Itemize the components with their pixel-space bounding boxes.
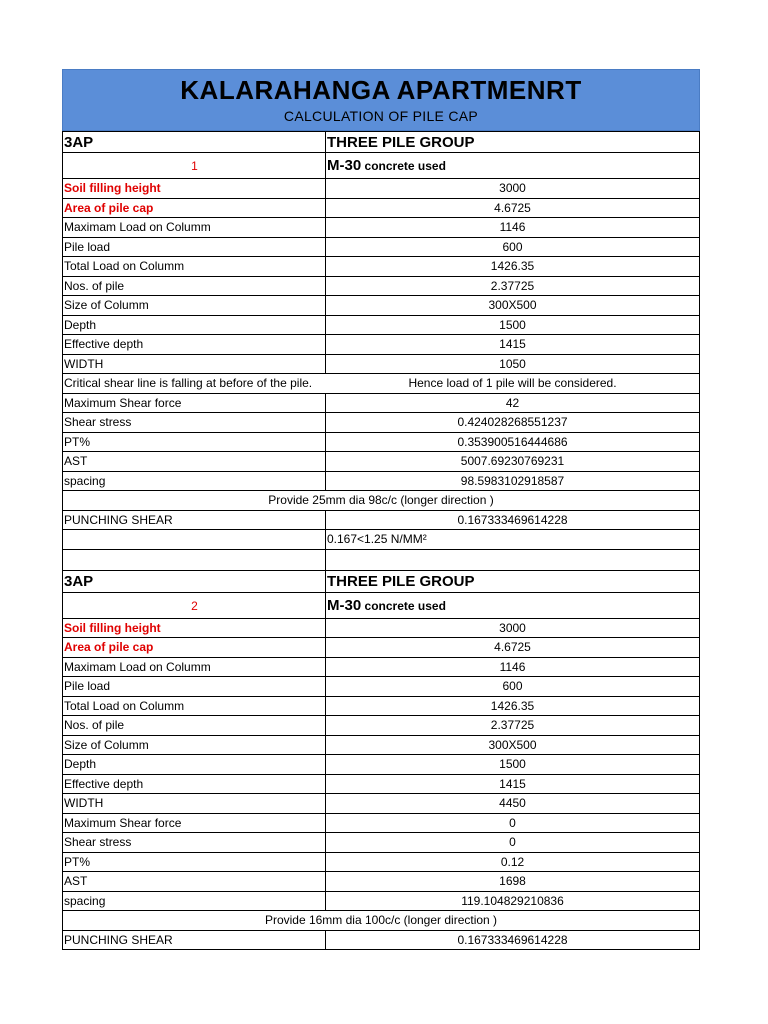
section2-concrete-grade: M-30 [327, 596, 362, 614]
row-value: 3000 [499, 620, 526, 635]
row-value: 119.104829210836 [461, 893, 564, 908]
row-value: 5007.69230769231 [460, 454, 565, 468]
title-banner [62, 69, 700, 131]
table-row [62, 736, 700, 756]
table-row [62, 218, 700, 238]
row-value: 4.6725 [494, 200, 531, 215]
critical-shear-label: Critical shear line is falling at before of the pile. [64, 376, 313, 390]
row-label: Pile load [63, 677, 326, 696]
critical-shear-note: Hence load of 1 pile will be considered. [408, 376, 617, 390]
row-value: 1426.35 [490, 698, 535, 713]
section2-punching-label: PUNCHING SHEAR [63, 931, 326, 950]
row-value: 1050 [499, 356, 526, 371]
row-value: 2.37725 [490, 278, 535, 293]
row-label: WIDTH [63, 355, 326, 374]
row-label: Depth [63, 755, 326, 774]
row-label: Total Load on Columm [63, 697, 326, 716]
section2-code: 3AP [63, 571, 326, 592]
row-label: Total Load on Columm [63, 257, 326, 276]
section1-punching-label: PUNCHING SHEAR [63, 511, 326, 530]
section1-check-empty [63, 530, 326, 549]
row-label: Effective depth [63, 335, 326, 354]
row-value: 1698 [499, 874, 526, 888]
row-value: 1415 [499, 337, 526, 351]
table-row [62, 833, 700, 853]
row-label: Soil filling height [63, 179, 326, 198]
table-row [62, 619, 700, 639]
row-value: 1500 [499, 757, 526, 771]
row-label: Pile load [63, 238, 326, 257]
row-label: Size of Columm [63, 736, 326, 755]
row-value: 4450 [499, 796, 526, 810]
section1-check-row [62, 530, 700, 550]
table-row [62, 316, 700, 336]
table-row [62, 238, 700, 258]
section2-group: THREE PILE GROUP [327, 572, 475, 590]
table-row [62, 638, 700, 658]
section1-code: 3AP [63, 132, 326, 152]
row-label: Effective depth [63, 775, 326, 794]
row-label: AST [63, 452, 326, 471]
row-label: PT% [63, 433, 326, 452]
section2-concrete [326, 593, 699, 618]
section1-number: 1 [63, 153, 326, 178]
row-label: spacing [63, 892, 326, 911]
table-row [62, 452, 700, 472]
row-value: 1426.35 [490, 259, 535, 273]
section2-number-row [62, 593, 700, 619]
spreadsheet [62, 69, 700, 950]
section1-rows [62, 179, 700, 374]
row-label: PT% [63, 853, 326, 872]
row-value: 4.6725 [494, 640, 531, 654]
row-label: Maximam Load on Columm [63, 218, 326, 237]
table-row [62, 433, 700, 453]
table-row [62, 257, 700, 277]
table-row [62, 697, 700, 717]
row-label: Size of Columm [63, 296, 326, 315]
section2-concrete-note: concrete used [364, 598, 446, 613]
section2-provide-row [62, 911, 700, 931]
table-row [62, 277, 700, 297]
table-row [62, 892, 700, 912]
section1-punching-value: 0.167333469614228 [457, 512, 568, 527]
section2-provide-text: Provide 16mm dia 100c/c (longer direction ) [264, 913, 498, 927]
section1-critical-row [62, 374, 700, 394]
row-label: Shear stress [63, 413, 326, 432]
table-row [62, 853, 700, 873]
section1-concrete-note: concrete used [364, 159, 446, 173]
row-value: 0 [509, 815, 516, 830]
table-row [62, 413, 700, 433]
row-label: AST [63, 872, 326, 891]
section1-check-text: 0.167<1.25 N/MM² [327, 532, 427, 546]
row-value: 98.5983102918587 [460, 473, 565, 488]
row-value: 600 [502, 239, 523, 254]
section1-number-row [62, 153, 700, 179]
table-row [62, 335, 700, 355]
table-row [62, 794, 700, 814]
table-row [62, 394, 700, 414]
row-value: 600 [502, 679, 523, 693]
table-row [62, 775, 700, 795]
table-row [62, 755, 700, 775]
table-row [62, 179, 700, 199]
row-value: 1146 [499, 659, 526, 674]
row-value: 0.12 [500, 854, 525, 869]
row-value: 300X500 [488, 737, 537, 752]
row-value: 42 [505, 395, 520, 410]
table-row [62, 677, 700, 697]
section2-header-row [62, 571, 700, 593]
section2-punching-value: 0.167333469614228 [457, 932, 568, 947]
row-value: 0 [509, 835, 516, 849]
section1-header-row [62, 131, 700, 153]
blank-cell-left [63, 550, 326, 570]
row-label: Nos. of pile [63, 277, 326, 296]
section1-group: THREE PILE GROUP [327, 134, 475, 151]
document-subtitle: CALCULATION OF PILE CAP [283, 108, 479, 124]
section2-number: 2 [63, 593, 326, 618]
row-value: 300X500 [488, 298, 537, 312]
row-label: Depth [63, 316, 326, 335]
row-value: 0.353900516444686 [457, 434, 568, 449]
row-label: Area of pile cap [63, 199, 326, 218]
table-row [62, 716, 700, 736]
row-value: 0.424028268551237 [457, 415, 568, 429]
table-row [62, 355, 700, 375]
table-row [62, 658, 700, 678]
section1-provide-row [62, 491, 700, 511]
table-row [62, 472, 700, 492]
row-label: Maximam Load on Columm [63, 658, 326, 677]
document-title: KALARAHANGA APARTMENRT [180, 75, 582, 105]
table-row [62, 199, 700, 219]
section1-rows-2 [62, 394, 700, 492]
section2-rows [62, 619, 700, 912]
table-row [62, 814, 700, 834]
row-value: 1500 [499, 317, 526, 332]
row-label: Shear stress [63, 833, 326, 852]
section1-provide-text: Provide 25mm dia 98c/c (longer direction ) [268, 493, 494, 507]
row-label: WIDTH [63, 794, 326, 813]
section2-punching-row [62, 931, 700, 951]
row-label: Maximum Shear force [63, 814, 326, 833]
table-row [62, 296, 700, 316]
row-label: Maximum Shear force [63, 394, 326, 413]
row-value: 1146 [499, 220, 526, 234]
section1-punching-row [62, 511, 700, 531]
row-label: Nos. of pile [63, 716, 326, 735]
row-label: Area of pile cap [63, 638, 326, 657]
section1-concrete-grade: M-30 [327, 157, 362, 174]
row-label: spacing [63, 472, 326, 491]
blank-cell-right [326, 550, 699, 570]
row-value: 1415 [499, 776, 526, 791]
section1-concrete [326, 153, 699, 178]
row-label: Soil filling height [63, 619, 326, 638]
row-value: 3000 [499, 181, 526, 195]
row-value: 2.37725 [490, 718, 535, 732]
blank-row [62, 550, 700, 571]
table-row [62, 872, 700, 892]
